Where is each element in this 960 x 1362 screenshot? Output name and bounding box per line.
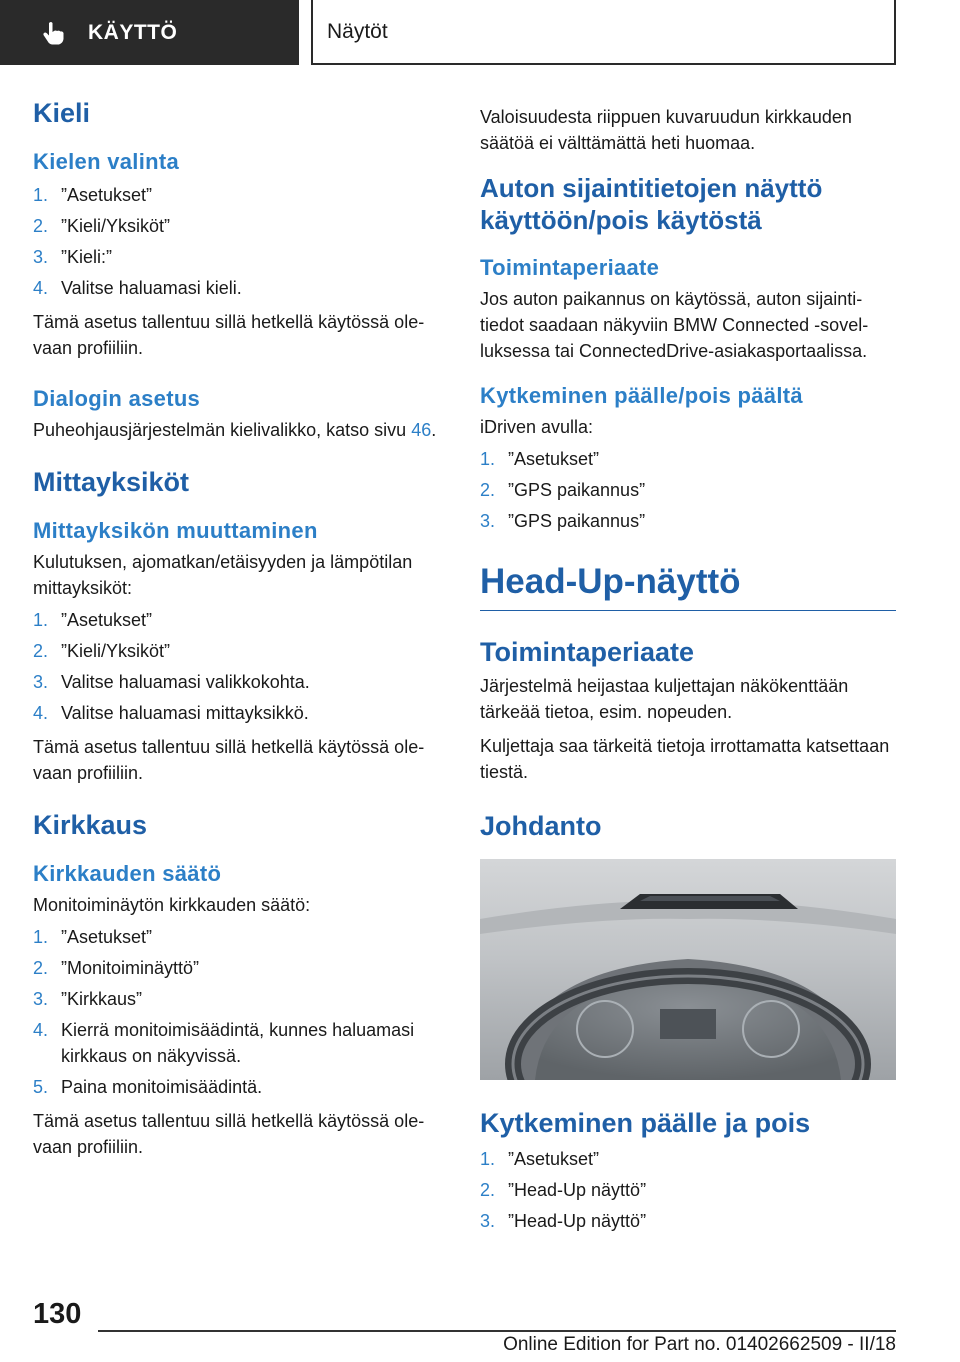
steps-mittayksikot <box>33 607 443 726</box>
hud-text-2: Kuljettaja saa tärkeitä tietoja irrottamatta katsettaan tiestä. <box>480 736 890 782</box>
list-item: 3. Valitse haluamasi valikkokohta. <box>33 672 310 692</box>
steps-gps <box>480 446 896 534</box>
note-mittayksikot: Tämä asetus tallentuu sillä hetkellä käytössä olevaan profiiliin. <box>33 737 425 783</box>
edition-text: Online Edition for Part no. 01402662509 - II/18 <box>503 1334 896 1355</box>
sijainti-text: Jos auton paikannus on käytössä, auton sijaintitiedot saadaan näkyviin BMW Connected -sovelluksessa tai ConnectedDrive-asiakasportaalissa. <box>480 289 869 361</box>
heading-sijaintitiedot: Auton sijaintitietojen näyttö käyttöön/pois käytöstä <box>480 173 823 235</box>
hud-text-1: Järjestelmä heijastaa kuljettajan näkökenttään tärkeää tietoa, esim. nopeuden. <box>480 676 849 722</box>
right-column <box>480 104 896 1234</box>
steps-hud <box>480 1146 896 1234</box>
list-item: 4. Valitse haluamasi mittayksikkö. <box>33 703 309 723</box>
left-column <box>33 96 443 1160</box>
list-item: 3. ”Kirkkaus” <box>33 989 143 1009</box>
subheading-kielen-valinta: Kielen valinta <box>33 149 180 174</box>
list-item: 2. ”Monitoiminäyttö” <box>33 958 200 978</box>
heading-kieli: Kieli <box>33 98 91 128</box>
footer-divider <box>98 1330 896 1332</box>
steps-kirkkaus <box>33 924 443 1100</box>
note-kieli: Tämä asetus tallentuu sillä hetkellä käytössä olevaan profiiliin. <box>33 312 425 358</box>
list-item: 2. ”Kieli/Yksiköt” <box>33 641 171 661</box>
sijainti-idrive: iDriven avulla: <box>480 417 594 437</box>
list-item: 2. ”GPS paikannus” <box>480 480 646 500</box>
dashboard-photo <box>480 859 896 1080</box>
heading-toimintaperiaate-hud: Toimintaperiaate <box>480 637 695 667</box>
heading-johdanto: Johdanto <box>480 811 602 841</box>
chapter-title: KÄYTTÖ <box>88 20 178 44</box>
heading-mittayksikot: Mittayksiköt <box>33 467 190 497</box>
page-link[interactable]: 46 <box>411 420 432 440</box>
steps-kieli <box>33 182 443 301</box>
title-head-up: Head-Up-näyttö <box>480 560 896 611</box>
heading-kytkeminen-paalle-ja-pois: Kytkeminen päälle ja pois <box>480 1108 811 1138</box>
intro-kirkkaus-cont: Valoisuudesta riippuen kuvaruudun kirkkauden säätöä ei välttämättä heti huomaa. <box>480 107 852 153</box>
section-header <box>311 0 896 65</box>
list-item: 3. ”Kieli:” <box>33 247 113 267</box>
subheading-mittayksikon-muuttaminen: Mittayksikön muuttaminen <box>33 518 318 543</box>
heading-kirkkaus: Kirkkaus <box>33 810 148 840</box>
list-item: 1. ”Asetukset” <box>480 1149 600 1169</box>
list-item: 2. ”Head-Up näyttö” <box>480 1180 647 1200</box>
list-item: 4. Kierrä monitoimisäädintä, kunnes haluamasi kirkkaus on näkyvissä. <box>33 1020 415 1066</box>
page-number: 130 <box>33 1298 82 1330</box>
list-item: 1. ”Asetukset” <box>480 449 600 469</box>
list-item: 4. Valitse haluamasi kieli. <box>33 278 242 298</box>
list-item: 3. ”GPS paikannus” <box>480 511 646 531</box>
list-item: 5. Paina monitoimisäädintä. <box>33 1077 263 1097</box>
intro-mittayksikot: Kulutuksen, ajomatkan/etäisyyden ja lämpötilan mittayksiköt: <box>33 552 413 598</box>
subheading-toimintaperiaate-1: Toimintaperiaate <box>480 255 660 280</box>
note-kirkkaus: Tämä asetus tallentuu sillä hetkellä käytössä olevaan profiiliin. <box>33 1111 425 1157</box>
chapter-tab[interactable] <box>0 0 299 65</box>
subheading-kirkkauden-saato: Kirkkauden säätö <box>33 861 222 886</box>
dialogi-text: Puheohjausjärjestelmän kielivalikko, katso sivu 46. <box>33 420 437 440</box>
section-title: Näytöt <box>327 19 388 43</box>
list-item: 3. ”Head-Up näyttö” <box>480 1211 647 1231</box>
list-item: 1. ”Asetukset” <box>33 927 153 947</box>
list-item: 1. ”Asetukset” <box>33 185 153 205</box>
list-item: 1. ”Asetukset” <box>33 610 153 630</box>
subheading-kytkeminen-paalle-pois: Kytkeminen päälle/pois päältä <box>480 383 803 408</box>
list-item: 2. ”Kieli/Yksiköt” <box>33 216 171 236</box>
intro-kirkkaus: Monitoiminäytön kirkkauden säätö: <box>33 895 311 915</box>
subheading-dialogin-asetus: Dialogin asetus <box>33 386 201 411</box>
hand-pointer-icon <box>40 20 66 46</box>
